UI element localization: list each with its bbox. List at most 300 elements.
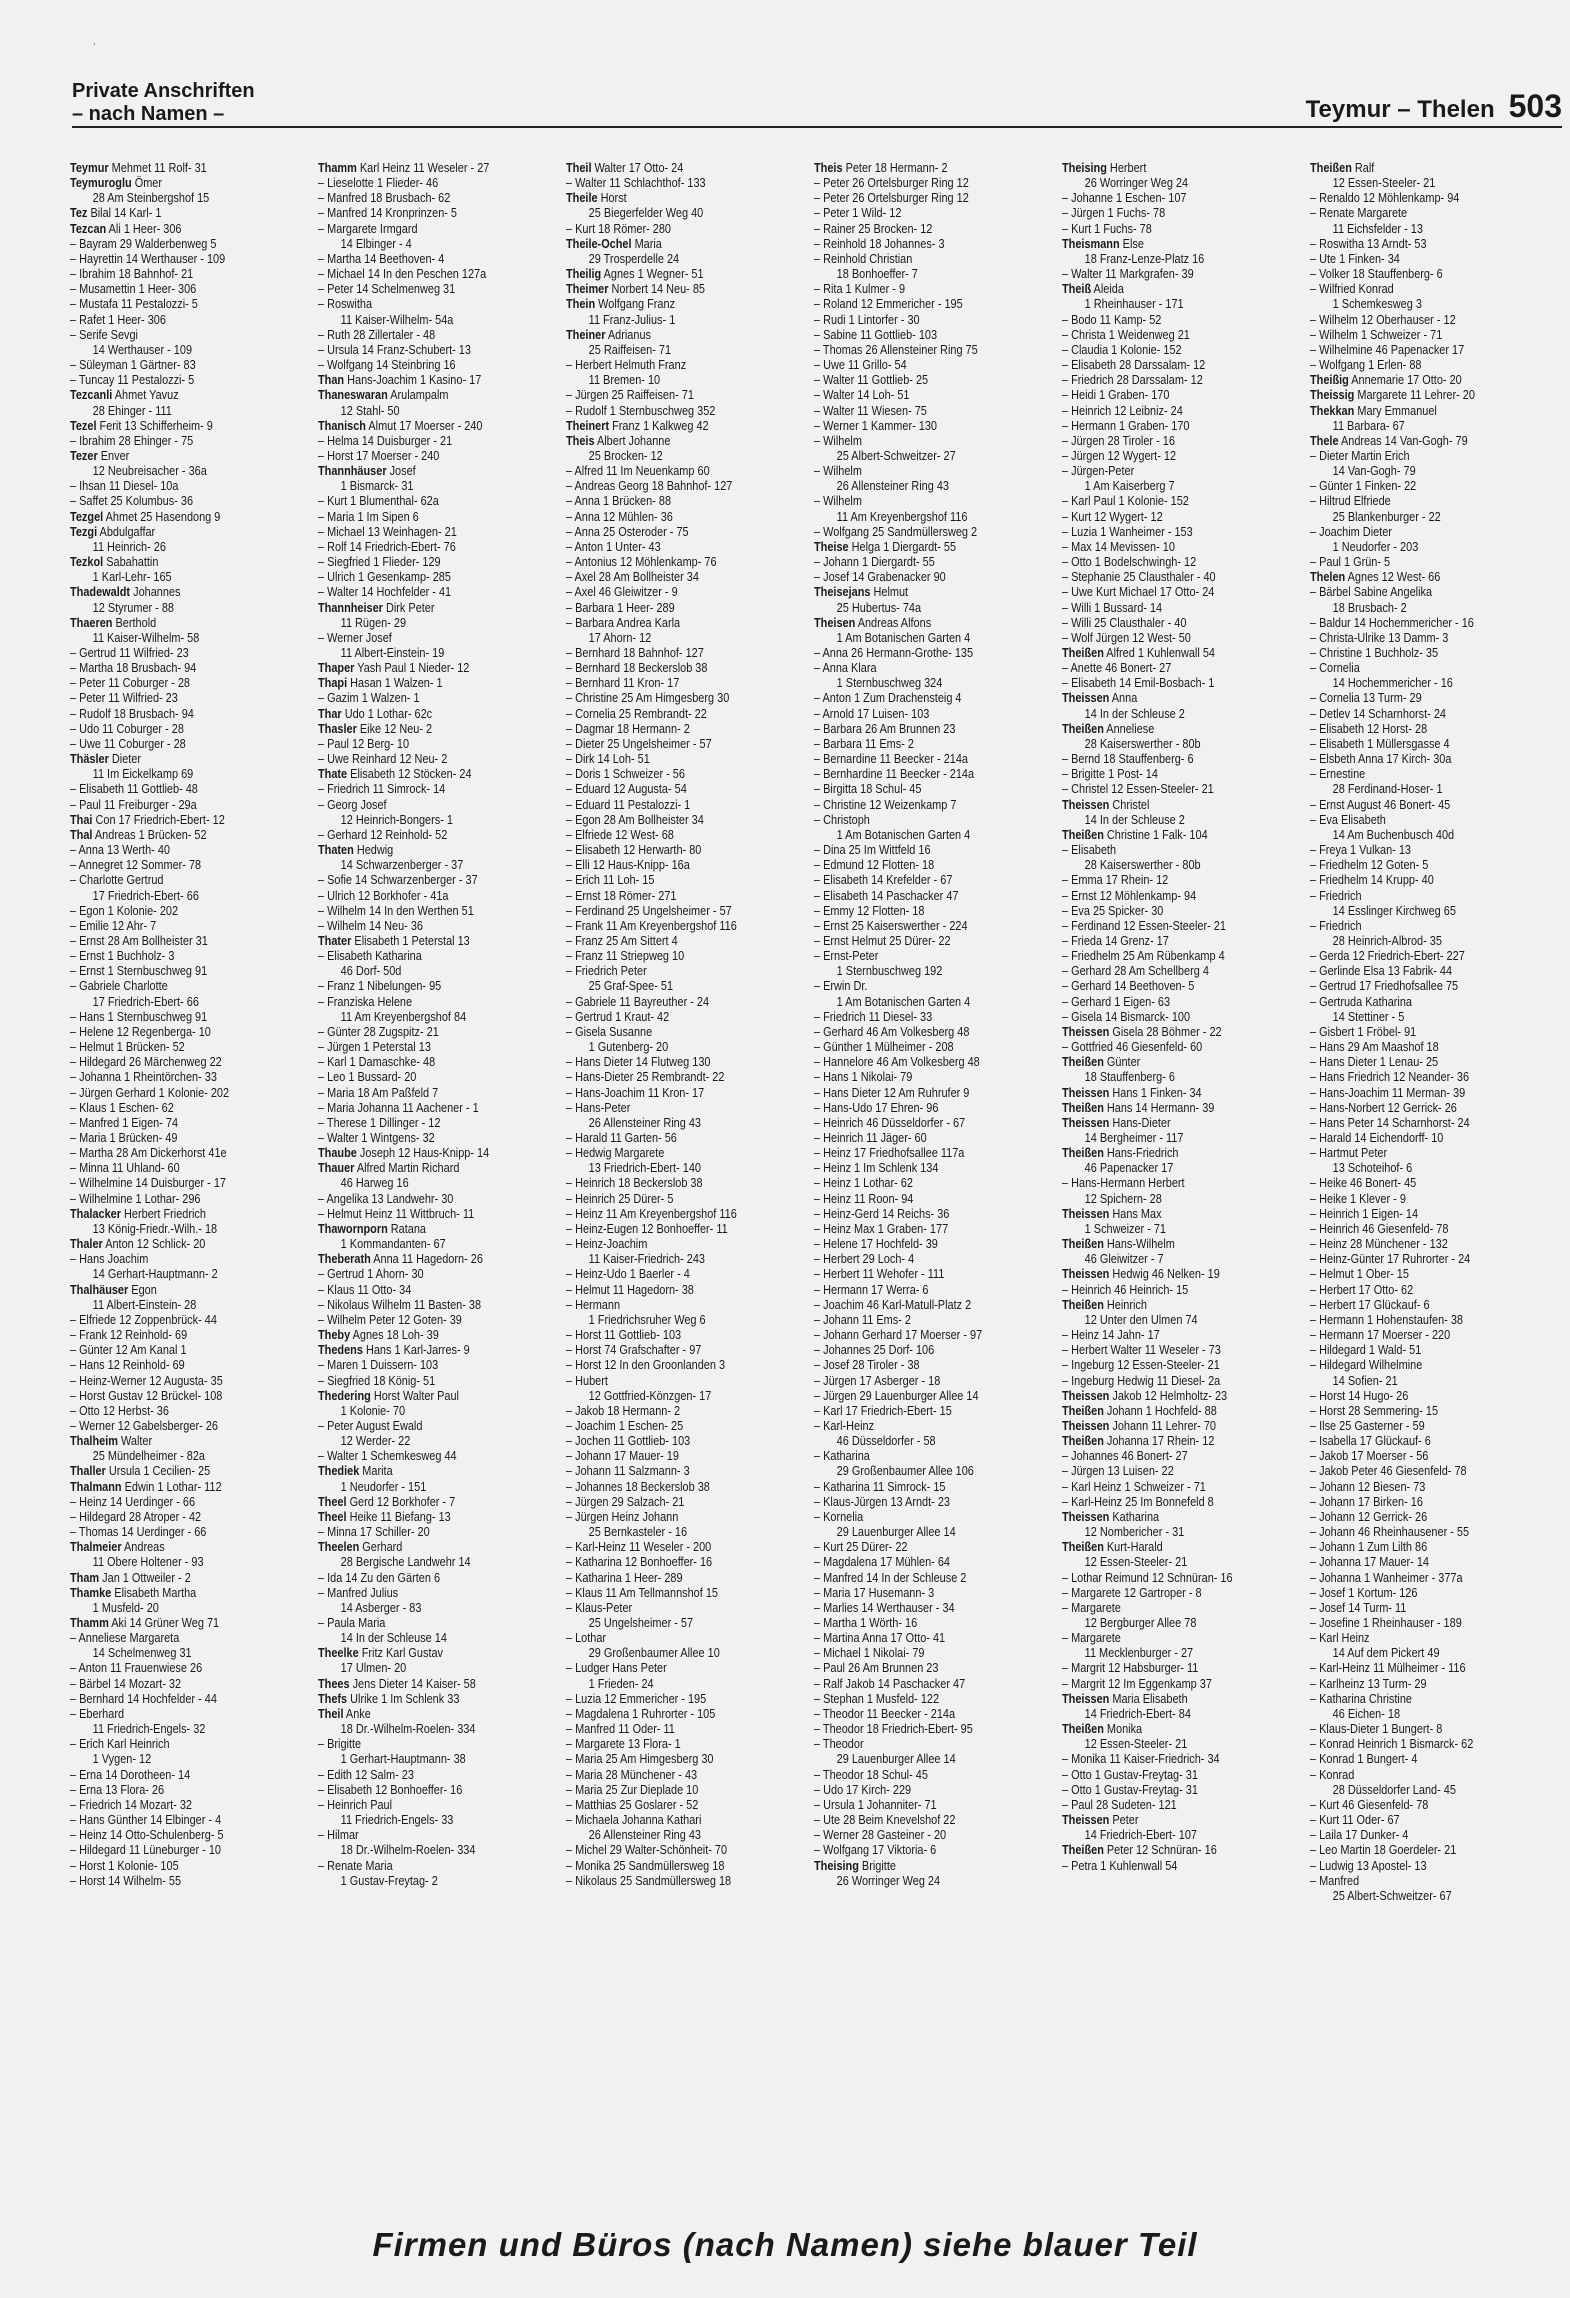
listing-entry: – Hermann: [566, 1296, 621, 1312]
listing-entry: – Hartmut Peter: [1310, 1145, 1388, 1161]
surname-entry: Thadewaldt Johannes: [70, 584, 181, 600]
surname-entry: Thar Udo 1 Lothar- 62c: [318, 705, 433, 721]
listing-entry: – Margarete: [1062, 1599, 1121, 1615]
address-continuation: 26 Worringer Weg 24: [836, 1872, 941, 1888]
listing-entry: – Frank 11 Am Kreyenbergshof 116: [566, 917, 737, 933]
surname-entry: Thapi Hasan 1 Walzen- 1: [318, 675, 443, 691]
address-continuation: 46 Papenacker 17: [1084, 1160, 1174, 1176]
listing-entry: – Elisabeth 1 Müllersgasse 4: [1310, 735, 1450, 751]
listing-entry: – Jochen 11 Gottlieb- 103: [566, 1433, 691, 1449]
listing-entry: – Michel 29 Walter-Schönheit- 70: [566, 1842, 728, 1858]
address-continuation: 25 Mündelheimer - 82a: [92, 1448, 205, 1464]
surname-entry: Theissen Hans 1 Finken- 34: [1062, 1084, 1202, 1100]
listing-entry: – Franziska Helene: [318, 993, 413, 1009]
address-continuation: 25 Blankenburger - 22: [1332, 508, 1441, 524]
surname-entry: Thauer Alfred Martin Richard: [318, 1160, 460, 1176]
listing-entry: – Hilmar: [318, 1827, 359, 1843]
listing-entry: – Horst 17 Moerser - 240: [318, 447, 440, 463]
listing-entry: – Kurt 1 Blumenthal- 62a: [318, 493, 439, 509]
listing-entry: – Karl 17 Friedrich-Ebert- 15: [814, 1402, 952, 1418]
address-continuation: 12 Werder- 22: [340, 1433, 411, 1449]
listing-entry: – Heinrich 18 Beckerslob 38: [566, 1175, 703, 1191]
surname-entry: Theil Walter 17 Otto- 24: [566, 160, 684, 175]
surname-entry: Theissen Hans-Dieter: [1062, 1114, 1171, 1130]
listing-entry: – Bodo 11 Kamp- 52: [1062, 311, 1162, 327]
listing-entry: – Elsbeth Anna 17 Kirch- 30a: [1310, 751, 1452, 767]
listing-entry: – Axel 28 Am Bollheister 34: [566, 569, 699, 585]
listing-entry: – Heinrich Paul: [318, 1796, 393, 1812]
surname-entry: Theissen Jakob 12 Helmholtz- 23: [1062, 1387, 1228, 1403]
address-continuation: 12 Stahl- 50: [340, 402, 400, 418]
listing-entry: – Heidi 1 Graben- 170: [1062, 387, 1170, 403]
listing-entry: – Ernst-Peter: [814, 948, 879, 964]
listing-entry: – Maria Johanna 11 Aachener - 1: [318, 1099, 479, 1115]
listing-entry: – Günter 28 Zugspitz- 21: [318, 1023, 439, 1039]
listing-entry: – Elisabeth 12 Herwarth- 80: [566, 842, 702, 858]
listing-entry: – Paula Maria: [318, 1615, 386, 1630]
address-continuation: 18 Stauffenberg- 6: [1084, 1069, 1175, 1085]
address-continuation: 46 Düsseldorfer - 58: [836, 1433, 936, 1449]
listing-entry: – Josef 14 Grabenacker 90: [814, 569, 946, 585]
listing-entry: – Theodor 11 Beecker - 214a: [814, 1705, 956, 1721]
listing-entry: – Rudolf 1 Sternbuschweg 352: [566, 402, 716, 418]
footer-note: Firmen und Büros (nach Namen) siehe blauer Teil: [372, 2226, 1198, 2263]
listing-entry: – Hans-Hermann Herbert: [1062, 1175, 1185, 1191]
listing-entry: – Konrad Heinrich 1 Bismarck- 62: [1310, 1736, 1474, 1752]
listing-entry: – Egon 1 Kolonie- 202: [70, 902, 179, 918]
surname-entry: Theißen Hans 14 Hermann- 39: [1062, 1099, 1215, 1115]
listing-entry: – Elisabeth 14 Krefelder - 67: [814, 872, 953, 888]
listing-entry: – Leo Martin 18 Goerdeler- 21: [1310, 1842, 1457, 1858]
listing-entry: – Willi 25 Clausthaler - 40: [1062, 614, 1187, 630]
column-1: [70, 160, 310, 2178]
listing-entry: – Johanna 1 Rheintörchen- 33: [70, 1069, 217, 1085]
address-continuation: 12 Essen-Steeler- 21: [1332, 175, 1436, 191]
listing-entry: – Werner Josef: [318, 629, 392, 645]
listing-entry: – Saffet 25 Kolumbus- 36: [70, 493, 194, 509]
listing-entry: – Heinz-Eugen 12 Bonhoeffer- 11: [566, 1220, 728, 1236]
listing-entry: – Axel 46 Gleiwitzer - 9: [566, 584, 678, 600]
listing-entry: – Wolfgang 1 Erlen- 88: [1310, 357, 1422, 373]
listing-entry: – Emma 17 Rhein- 12: [1062, 872, 1169, 888]
listing-entry: – Heinrich 46 Heinrich- 15: [1062, 1281, 1189, 1297]
listing-entry: – Johannes 46 Bonert- 27: [1062, 1448, 1188, 1464]
surname-entry: Thaneswaran Arulampalm: [318, 387, 449, 403]
listing-entry: – Jürgen 1 Fuchs- 78: [1062, 205, 1166, 221]
page-range-header: [1306, 88, 1562, 125]
listing-entry: – Paul 11 Freiburger - 29a: [70, 796, 197, 812]
listing-entry: – Frank 12 Reinhold- 69: [70, 1327, 188, 1343]
listing-entry: – Ihsan 11 Diesel- 10a: [70, 478, 179, 494]
listing-entry: – Emmy 12 Flotten- 18: [814, 902, 925, 918]
page-number: 503: [1508, 88, 1562, 124]
listing-entry: – Martha 1 Wörth- 16: [814, 1615, 918, 1630]
listing-entry: – Karl-Heinz 11 Weseler - 200: [566, 1539, 712, 1555]
listing-entry: – Anton 1 Zum Drachensteig 4: [814, 690, 962, 706]
listing-entry: – Gertrud 17 Friedhofsallee 75: [1310, 978, 1459, 994]
listing-entry: – Johann 12 Biesen- 73: [1310, 1478, 1426, 1494]
surname-entry: Thaler Anton 12 Schlick- 20: [70, 1236, 206, 1252]
listing-entry: – Peter 11 Coburger - 28: [70, 675, 190, 691]
listing-entry: – Horst 14 Hugo- 26: [1310, 1387, 1409, 1403]
listing-entry: – Kornelia: [814, 1508, 864, 1524]
address-continuation: 11 Kaiser-Wilhelm- 54a: [340, 311, 454, 327]
listing-entry: – Johannes 25 Dorf- 106: [814, 1342, 935, 1358]
listing-entry: – Heinz-Joachim: [566, 1236, 648, 1252]
listing-entry: – Gertrud 11 Wilfried- 23: [70, 645, 189, 660]
surname-entry: Theiner Adrianus: [566, 326, 651, 342]
surname-entry: Theissen Christel: [1062, 796, 1150, 812]
listing-entry: – Hildegard 1 Wald- 51: [1310, 1342, 1422, 1358]
address-continuation: 11 Mecklenburger - 27: [1084, 1645, 1194, 1661]
surname-entry: Thele Andreas 14 Van-Gogh- 79: [1310, 432, 1468, 448]
surname-entry: Theißen Anneliese: [1062, 720, 1155, 736]
address-continuation: 28 Kaiserswerther - 80b: [1084, 735, 1201, 751]
listing-entry: – Harald 14 Eichendorff- 10: [1310, 1130, 1444, 1145]
listing-entry: – Josef 14 Turm- 11: [1310, 1599, 1407, 1615]
listing-entry: – Hans Dieter 14 Flutweg 130: [566, 1054, 711, 1070]
listing-entry: – Barbara 1 Heer- 289: [566, 599, 675, 615]
corner-mark: ˈ: [92, 40, 97, 56]
address-continuation: 1 Schemkesweg 3: [1332, 296, 1422, 312]
listing-entry: – Manfred 14 In der Schleuse 2: [814, 1569, 967, 1585]
listing-entry: – Karl Heinz 1 Schweizer - 71: [1062, 1478, 1206, 1494]
address-continuation: 12 Neubreisacher - 36a: [92, 463, 207, 479]
surname-entry: Theberath Anna 11 Hagedorn- 26: [318, 1251, 483, 1267]
surname-entry: Theismann Else: [1062, 235, 1144, 251]
listing-entry: – Hans-Peter: [566, 1099, 631, 1115]
surname-entry: Thamm Karl Heinz 11 Weseler - 27: [318, 160, 490, 175]
listing-entry: – Eduard 12 Augusta- 54: [566, 781, 687, 797]
listing-entry: – Anton 1 Unter- 43: [566, 538, 661, 554]
listing-entry: – Hans Günther 14 Elbinger - 4: [70, 1812, 222, 1828]
listing-entry: – Dina 25 Im Wittfeld 16: [814, 842, 931, 858]
surname-entry: Thalheim Walter: [70, 1433, 153, 1449]
address-continuation: 12 Bergburger Allee 78: [1084, 1615, 1197, 1630]
surname-entry: Tezgi Abdulgaffar: [70, 523, 156, 539]
listing-entry: – Jürgen 1 Peterstal 13: [318, 1039, 431, 1055]
listing-entry: – Leo 1 Bussard- 20: [318, 1069, 417, 1085]
listing-entry: – Petra 1 Kuhlenwall 54: [1062, 1857, 1178, 1873]
surname-entry: Theissen Hans Max: [1062, 1205, 1162, 1221]
address-continuation: 28 Bergische Landwehr 14: [340, 1554, 471, 1570]
address-continuation: 11 Am Kreyenbergshof 84: [340, 1008, 467, 1024]
listing-entry: – Michaela Johanna Kathari: [566, 1812, 702, 1828]
listing-entry: – Johanna 17 Mauer- 14: [1310, 1554, 1429, 1570]
address-continuation: 28 Heinrich-Albrod- 35: [1332, 932, 1442, 948]
page-range-title: Teymur – Thelen: [1305, 96, 1495, 123]
listing-entry: – Georg Josef: [318, 796, 387, 812]
surname-entry: Thate Elisabeth 12 Stöcken- 24: [318, 766, 472, 782]
address-continuation: 13 Schoteihof- 6: [1332, 1160, 1413, 1176]
listing-entry: – Marlies 14 Werthauser - 34: [814, 1599, 955, 1615]
surname-entry: Thaper Yash Paul 1 Nieder- 12: [318, 660, 470, 676]
listing-entry: – Wolfgang 25 Sandmüllersweg 2: [814, 523, 978, 539]
listing-entry: – Friedhelm 25 Am Rübenkamp 4: [1062, 948, 1225, 964]
listing-entry: – Hildegard Wilhelmine: [1310, 1357, 1423, 1373]
listing-entry: – Horst Gustav 12 Brückel- 108: [70, 1387, 223, 1403]
listing-entry: – Ibrahim 18 Bahnhof- 21: [70, 266, 194, 282]
listing-entry: – Johanna 1 Wanheimer - 377a: [1310, 1569, 1463, 1585]
listing-entry: – Johann 11 Salzmann- 3: [566, 1463, 690, 1479]
surname-entry: Theel Gerd 12 Borkhofer - 7: [318, 1493, 456, 1509]
listing-entry: – Christine 1 Buchholz- 35: [1310, 645, 1439, 660]
surname-entry: Theißen Ralf: [1310, 160, 1375, 175]
listing-entry: – Wilhelm 1 Schweizer - 71: [1310, 326, 1443, 342]
listing-entry: – Mustafa 11 Pestalozzi- 5: [70, 296, 198, 312]
address-continuation: 1 Rheinhauser - 171: [1084, 296, 1184, 312]
listing-entry: – Hans Peter 14 Scharnhorst- 24: [1310, 1114, 1470, 1130]
listing-entry: – Christoph: [814, 811, 870, 827]
listing-entry: – Elisabeth 12 Horst- 28: [1310, 720, 1428, 736]
listing-entry: – Charlotte Gertrud: [70, 872, 164, 888]
listing-entry: – Sabine 11 Gottlieb- 103: [814, 326, 938, 342]
address-continuation: 1 Gerhart-Hauptmann- 38: [340, 1751, 466, 1767]
listing-entry: – Wilhelmine 46 Papenacker 17: [1310, 341, 1465, 357]
address-continuation: 14 Schelmenweg 31: [92, 1645, 192, 1661]
listing-entry: – Hans 12 Reinhold- 69: [70, 1357, 185, 1373]
surname-entry: Theisejans Helmut: [814, 584, 909, 600]
surname-entry: Thaube Joseph 12 Haus-Knipp- 14: [318, 1145, 490, 1161]
listing-entry: – Hermann 17 Werra- 6: [814, 1281, 929, 1297]
listing-entry: – Herbert 17 Glückauf- 6: [1310, 1296, 1430, 1312]
surname-entry: Teymur Mehmet 11 Rolf- 31: [70, 160, 207, 175]
listing-entry: – Peter 1 Wild- 12: [814, 205, 902, 221]
listing-entry: – Rita 1 Kulmer - 9: [814, 281, 906, 297]
listing-entry: – Ulrich 12 Borkhofer - 41a: [318, 887, 449, 903]
listing-entry: – Walter 1 Schemkesweg 44: [318, 1448, 457, 1464]
listing-entry: – Emilie 12 Ahr- 7: [70, 917, 157, 933]
listing-entry: – Dieter 25 Ungelsheimer - 57: [566, 735, 712, 751]
listing-entry: – Barbara 11 Ems- 2: [814, 735, 914, 751]
listing-entry: – Uwe Kurt Michael 17 Otto- 24: [1062, 584, 1215, 600]
surname-entry: Theissen Katharina: [1062, 1508, 1160, 1524]
listing-entry: – Hans 29 Am Maashof 18: [1310, 1039, 1439, 1055]
listing-entry: – Wilhelm: [814, 432, 862, 448]
listing-entry: – Ibrahim 28 Ehinger - 75: [70, 432, 194, 448]
listing-entry: – Elfriede 12 Zoppenbrück- 44: [70, 1311, 217, 1327]
listing-entry: – Friedrich 14 Mozart- 32: [70, 1796, 192, 1812]
listing-entry: – Edith 12 Salm- 23: [318, 1766, 414, 1782]
listing-entry: – Serife Sevgi: [70, 326, 138, 342]
address-continuation: 46 Eichen- 18: [1332, 1705, 1401, 1721]
listing-entry: – Nikolaus Wilhelm 11 Basten- 38: [318, 1296, 482, 1312]
listing-entry: – Luzia 12 Emmericher - 195: [566, 1690, 707, 1706]
listing-entry: – Gisela 14 Bismarck- 100: [1062, 1008, 1191, 1024]
surname-entry: Theissen Maria Elisabeth: [1062, 1690, 1188, 1706]
listing-entry: – Baldur 14 Hochemmericher - 16: [1310, 614, 1474, 630]
address-continuation: 14 Am Buchenbusch 40d: [1332, 826, 1455, 842]
listing-entry: – Peter 14 Schelmenweg 31: [318, 281, 456, 297]
listing-entry: – Konrad 1 Bungert- 4: [1310, 1751, 1418, 1767]
listing-entry: – Wilhelm: [814, 463, 862, 479]
listing-entry: – Maria 25 Am Himgesberg 30: [566, 1751, 714, 1767]
header-divider: [72, 126, 1562, 128]
listing-entry: – Bernardine 11 Beecker - 214a: [814, 751, 968, 767]
surname-entry: Theelke Fritz Karl Gustav: [318, 1645, 444, 1661]
section-title-line2: – nach Namen –: [72, 103, 225, 125]
listing-entry: – Karl-Heinz: [814, 1417, 875, 1433]
address-continuation: 17 Ahorn- 12: [588, 629, 652, 645]
address-continuation: 11 Albert-Einstein- 19: [340, 645, 445, 660]
listing-entry: – Michael 14 In den Peschen 127a: [318, 266, 487, 282]
listing-entry: – Elisabeth: [1062, 842, 1117, 858]
listing-entry: – Manfred 18 Brusbach- 62: [318, 190, 451, 206]
surname-entry: Thalmann Edwin 1 Lothar- 112: [70, 1478, 222, 1494]
surname-entry: Thamm Aki 14 Grüner Weg 71: [70, 1615, 220, 1630]
listing-entry: – Heinrich 1 Eigen- 14: [1310, 1205, 1419, 1221]
surname-entry: Theissen Peter: [1062, 1812, 1139, 1828]
listing-entry: – Gabriele Charlotte: [70, 978, 168, 994]
listing-entry: – Horst 28 Semmering- 15: [1310, 1402, 1439, 1418]
listing-entry: – Hubert: [566, 1372, 608, 1388]
address-continuation: 14 Friedrich-Ebert- 107: [1084, 1827, 1197, 1843]
listing-entry: – Klaus-Dieter 1 Bungert- 8: [1310, 1721, 1443, 1737]
surname-entry: Theißen Hans-Friedrich: [1062, 1145, 1179, 1161]
listing-entry: – Ilse 25 Gasterner - 59: [1310, 1417, 1425, 1433]
surname-entry: Theissen Hedwig 46 Nelken- 19: [1062, 1266, 1220, 1282]
listing-entry: – Udo 11 Coburger - 28: [70, 720, 184, 736]
listing-entry: – Gerhard 28 Am Schellberg 4: [1062, 963, 1209, 979]
listing-entry: – Horst 74 Grafschafter - 97: [566, 1342, 702, 1358]
listing-entry: – Maria 1 Brücken- 49: [70, 1130, 178, 1145]
listing-entry: – Elisabeth 14 Paschacker 47: [814, 887, 959, 903]
listing-entry: – Alfred 11 Im Neuenkamp 60: [566, 463, 710, 479]
address-continuation: 14 Esslinger Kirchweg 65: [1332, 902, 1456, 918]
surname-entry: Thannheiser Dirk Peter: [318, 599, 435, 615]
surname-entry: Theising Herbert: [1062, 160, 1147, 175]
address-continuation: 1 Neudorfer - 151: [340, 1478, 427, 1494]
listing-entry: – Ernst August 46 Bonert- 45: [1310, 796, 1451, 812]
surname-entry: Theis Albert Johanne: [566, 432, 671, 448]
address-continuation: 12 Nombericher - 31: [1084, 1524, 1185, 1540]
listing-entry: – Dirk 14 Loh- 51: [566, 751, 650, 767]
listing-entry: – Andreas Georg 18 Bahnhof- 127: [566, 478, 733, 494]
section-header: [72, 80, 255, 126]
listing-entry: – Gerhard 14 Beethoven- 5: [1062, 978, 1195, 994]
listing-entry: – Anna 1 Brücken- 88: [566, 493, 672, 509]
listing-entry: – Otto 1 Bodelschwingh- 12: [1062, 554, 1197, 570]
surname-entry: Theissen Johann 11 Lehrer- 70: [1062, 1417, 1216, 1433]
address-continuation: 17 Friedrich-Ebert- 66: [92, 993, 199, 1009]
address-continuation: 28 Kaiserswerther - 80b: [1084, 857, 1201, 873]
listing-entry: – Hans Dieter 1 Lenau- 25: [1310, 1054, 1439, 1070]
listing-entry: – Bernhard 11 Kron- 17: [566, 675, 680, 691]
surname-entry: Tez Bilal 14 Karl- 1: [70, 205, 162, 221]
surname-entry: Theis Peter 18 Hermann- 2: [814, 160, 948, 175]
listing-entry: – Maren 1 Duissern- 103: [318, 1357, 439, 1373]
listing-entry: – Minna 17 Schiller- 20: [318, 1524, 430, 1540]
listing-entry: – Günter 1 Finken- 22: [1310, 478, 1417, 494]
listing-entry: – Ernst 18 Römer- 271: [566, 887, 677, 903]
address-continuation: 11 Eichsfelder - 13: [1332, 220, 1423, 236]
address-continuation: 14 Elbinger - 4: [340, 235, 412, 251]
listing-entry: – Heinz 11 Am Kreyenbergshof 116: [566, 1205, 737, 1221]
surname-entry: Thanisch Almut 17 Moerser - 240: [318, 417, 483, 433]
listing-entry: – Bernhardine 11 Beecker - 214a: [814, 766, 975, 782]
surname-entry: Thedens Hans 1 Karl-Jarres- 9: [318, 1342, 470, 1358]
address-continuation: 12 Gottfried-Könzgen- 17: [588, 1387, 712, 1403]
listing-entry: – Friedrich: [1310, 917, 1362, 933]
surname-entry: Theissen Gisela 28 Böhmer - 22: [1062, 1023, 1222, 1039]
listing-entry: – Hildegard 28 Atroper - 42: [70, 1508, 202, 1524]
address-continuation: 28 Düsseldorfer Land- 45: [1332, 1781, 1456, 1797]
listing-entry: – Cornelia 13 Turm- 29: [1310, 690, 1422, 706]
listing-entry: – Friedrich 28 Darssalam- 12: [1062, 372, 1203, 388]
listing-entry: – Heinz 14 Jahn- 17: [1062, 1327, 1160, 1343]
listing-entry: – Lothar: [566, 1630, 607, 1646]
listing-entry: – Konrad: [1310, 1766, 1355, 1782]
listing-entry: – Kurt 11 Oder- 67: [1310, 1812, 1400, 1828]
address-continuation: 1 Am Kaiserberg 7: [1084, 478, 1175, 494]
listing-entry: – Hans-Joachim 11 Kron- 17: [566, 1084, 705, 1100]
address-continuation: 1 Karl-Lehr- 165: [92, 569, 172, 585]
listing-entry: – Johann 46 Rheinhausener - 55: [1310, 1524, 1470, 1540]
listing-entry: – Ernst 1 Buchholz- 3: [70, 948, 175, 964]
listing-entry: – Karl Paul 1 Kolonie- 152: [1062, 493, 1189, 509]
listing-entry: – Stephanie 25 Clausthaler - 40: [1062, 569, 1216, 585]
address-continuation: 14 In der Schleuse 2: [1084, 705, 1185, 721]
listing-entry: – Horst 14 Wilhelm- 55: [70, 1872, 182, 1888]
listing-entry: – Gerhard 1 Eigen- 63: [1062, 993, 1171, 1009]
listing-entry: – Elisabeth 14 Emil-Bosbach- 1: [1062, 675, 1215, 691]
listing-entry: – Jürgen 17 Asberger - 18: [814, 1372, 941, 1388]
listing-entry: – Johann 12 Gerrick- 26: [1310, 1508, 1428, 1524]
surname-entry: Theißen Hans-Wilhelm: [1062, 1236, 1175, 1252]
listing-entry: – Hans-Joachim 11 Merman- 39: [1310, 1084, 1466, 1100]
listing-entry: – Hedwig Margarete: [566, 1145, 665, 1161]
address-continuation: 1 Gustav-Freytag- 2: [340, 1872, 438, 1888]
address-continuation: 25 Albert-Schweitzer- 67: [1332, 1887, 1452, 1903]
listing-entry: – Bernd 18 Stauffenberg- 6: [1062, 751, 1194, 767]
listing-entry: – Hans-Norbert 12 Gerrick- 26: [1310, 1099, 1457, 1115]
address-continuation: 14 Schwarzenberger - 37: [340, 857, 464, 873]
address-continuation: 11 Franz-Julius- 1: [588, 311, 676, 327]
address-continuation: 25 Graf-Spee- 51: [588, 978, 674, 994]
address-continuation: 14 Auf dem Pickert 49: [1332, 1645, 1440, 1661]
address-continuation: 18 Bonhoeffer- 7: [836, 266, 918, 282]
listing-entry: – Heike 1 Klever - 9: [1310, 1190, 1406, 1206]
column-5: [1062, 160, 1302, 2178]
listing-entry: – Matthias 25 Goslarer - 52: [566, 1796, 699, 1812]
listing-entry: – Willi 1 Bussard- 14: [1062, 599, 1163, 615]
listing-entry: – Renate Margarete: [1310, 205, 1408, 221]
listing-entry: – Frieda 14 Grenz- 17: [1062, 932, 1169, 948]
listing-entry: – Walter 11 Markgrafen- 39: [1062, 266, 1194, 282]
listing-entry: – Sofie 14 Schwarzenberger - 37: [318, 872, 478, 888]
listing-entry: – Walter 14 Hochfelder - 41: [318, 584, 452, 600]
listing-entry: – Helmut 1 Brücken- 52: [70, 1039, 185, 1055]
listing-entry: – Michael 13 Weinhagen- 21: [318, 523, 457, 539]
address-continuation: 1 Vygen- 12: [92, 1751, 152, 1767]
listing-entry: – Johann 1 Diergardt- 55: [814, 554, 935, 570]
address-continuation: 29 Großenbaumer Allee 10: [588, 1645, 720, 1661]
listing-entry: – Peter 26 Ortelsburger Ring 12: [814, 190, 969, 206]
address-continuation: 18 Franz-Lenze-Platz 16: [1084, 250, 1205, 266]
listing-entry: – Barbara Andrea Karla: [566, 614, 681, 630]
surname-entry: Than Hans-Joachim 1 Kasino- 17: [318, 372, 482, 388]
listing-entry: – Karl-Heinz 11 Mülheimer - 116: [1310, 1660, 1466, 1676]
listing-entry: – Katharina 1 Heer- 289: [566, 1569, 683, 1585]
address-continuation: 14 Asberger - 83: [340, 1599, 422, 1615]
listing-entry: – Gertruda Katharina: [1310, 993, 1412, 1009]
listing-entry: – Gisela Susanne: [566, 1023, 653, 1039]
address-continuation: 13 König-Friedr.-Wilh.- 18: [92, 1220, 218, 1236]
listing-entry: – Reinhold 18 Johannes- 3: [814, 235, 945, 251]
listing-entry: – Christel 12 Essen-Steeler- 21: [1062, 781, 1214, 797]
listing-entry: – Jürgen Heinz Johann: [566, 1508, 679, 1524]
address-continuation: 29 Lauenburger Allee 14: [836, 1524, 956, 1540]
